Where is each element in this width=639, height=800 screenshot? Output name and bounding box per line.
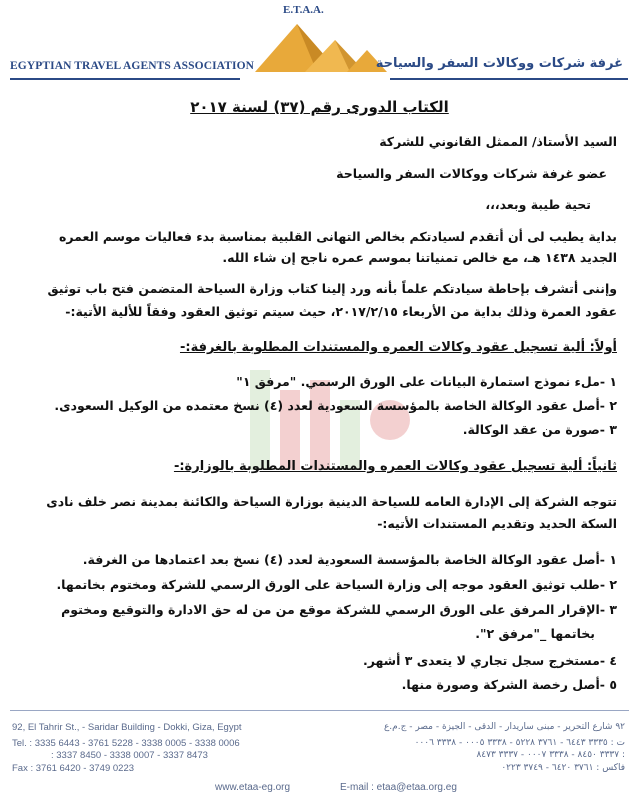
paragraph-1-line-2: الجديد ١٤٣٨ هـ، مع خالص تمنياتنا بموسم عمره ناجح إن شاء الله. bbox=[222, 250, 617, 265]
section-2-item: ١ -أصل عقود الوكالة الخاصة بالمؤسسة السعودية لعدد (٤) نسخ بعد اعتمادها من الغرفة. bbox=[82, 552, 617, 567]
org-name-en: EGYPTIAN TRAVEL AGENTS ASSOCIATION bbox=[10, 60, 255, 72]
footer-fax-ar: فاكس : ٣٧٦١ ٦٤٢٠ - ٣٧٤٩ ٠٢٢٣ bbox=[501, 763, 625, 773]
paragraph-2-line-1: وإننى أتشرف بإحاطة سيادتكم علماً بأنه ورد إلينا كتاب وزارة السياحة المتضمن فتح باب توثيق bbox=[47, 281, 617, 296]
addressee-line-1: السيد الأستاذ/ الممثل القانوني للشركة bbox=[379, 134, 617, 149]
pyramids-logo-icon bbox=[235, 6, 395, 76]
section-2-item-continuation: بخاتمها _"مرفق ٢". bbox=[475, 626, 595, 641]
section-1-item: ٢ -أصل عقود الوكالة الخاصة بالمؤسسة السعودية لعدد (٤) نسخ معتمده من الوكيل السعودى. bbox=[54, 398, 617, 413]
header-rule-right bbox=[390, 78, 628, 80]
footer-email[interactable]: E-mail : etaa@etaa.org.eg bbox=[340, 782, 457, 793]
letter-title: الكتاب الدورى رقم (٣٧) لسنة ٢٠١٧ bbox=[190, 98, 449, 116]
paragraph-1-line-1: بداية يطيب لى أن أتقدم لسيادتكم بخالص التهانى القلبية بمناسبة بدء فعاليات موسم العمره bbox=[58, 229, 617, 244]
section-2-item: ٢ -طلب توثيق العقود موجه إلى وزارة السياحة على الورق الرسمي للشركة ومختوم بخاتمها. bbox=[56, 577, 617, 592]
logo-text: E.T.A.A. bbox=[283, 4, 324, 16]
footer-tel-en: Tel. : 3335 6443 - 3761 5228 - 3338 0005 - 3338 0006 bbox=[12, 738, 240, 749]
footer-address-en: 92, El Tahrir St., - Saridar Building - Dokki, Giza, Egypt bbox=[12, 722, 242, 733]
paragraph-3-line-1: تتوجه الشركة إلى الإدارة العامه للسياحة الدينية بوزارة السياحة والكائنة بمدينة نصر خلف نادى bbox=[46, 494, 617, 509]
section-1-item: ١ -ملء نموذج استمارة البيانات على الورق الرسمي. "مرفق ١" bbox=[236, 374, 617, 389]
greeting: تحية طيبة وبعد،،، bbox=[485, 197, 591, 212]
section-2-item: ٤ -مستخرج سجل تجاري لا يتعدى ٣ أشهر. bbox=[363, 653, 617, 668]
header-rule-left bbox=[10, 78, 240, 80]
footer-tel-ar-2: : ٣٣٣٧ ٨٤٥٠ - ٣٣٣٨ ٠٠٠٧ - ٣٣٣٧ ٨٤٧٣ bbox=[476, 750, 625, 760]
section-2-title: ثانياً: ألية تسجيل عقود وكالات العمره والمستندات المطلوبة بالوزارة:- bbox=[173, 459, 617, 474]
footer-fax-en: Fax : 3761 6420 - 3749 0223 bbox=[12, 763, 135, 774]
section-2-item: ٥ -أصل رخصة الشركة وصورة منها. bbox=[401, 677, 617, 692]
footer-address-ar: ٩٢ شارع التحرير - مبنى ساريدار - الدقى - الجيزة - مصر - ج.م.ع bbox=[383, 722, 625, 732]
org-name-ar: غرفة شركات ووكالات السفر والسياحة bbox=[375, 56, 623, 71]
paragraph-2-line-2: عقود العمرة وذلك بداية من الأربعاء ٢٠١٧/٢/١٥، حيث سيتم توثيق العقود وفقاً للألية الأتية:- bbox=[65, 304, 617, 319]
footer-rule bbox=[10, 710, 629, 711]
section-2-item: ٣ -الإقرار المرفق على الورق الرسمي للشركة موقع من من له حق الادارة والتوقيع ومختوم bbox=[61, 602, 617, 617]
footer-tel-ar: ت : ٣٣٣٥ ٦٤٤٣ - ٣٧٦١ ٥٢٢٨ - ٣٣٣٨ ٠٠٠٥ - ٣٣٣٨ ٠٠٠٦ bbox=[414, 738, 625, 748]
paragraph-3-line-2: السكة الحديد وتقديم المستندات الأتيه:- bbox=[377, 516, 617, 531]
section-1-item: ٣ -صورة من عقد الوكالة. bbox=[462, 422, 617, 437]
footer-website[interactable]: www.etaa-eg.org bbox=[215, 782, 291, 793]
addressee-line-2: عضو غرفة شركات ووكالات السفر والسياحة bbox=[336, 166, 607, 181]
footer-tel-en-2: : 3337 8450 - 3338 0007 - 3337 8473 bbox=[51, 750, 208, 761]
section-1-title: أولاً: ألية تسجيل عقود وكالات العمره والمستندات المطلوبة بالغرفة:- bbox=[179, 340, 617, 355]
